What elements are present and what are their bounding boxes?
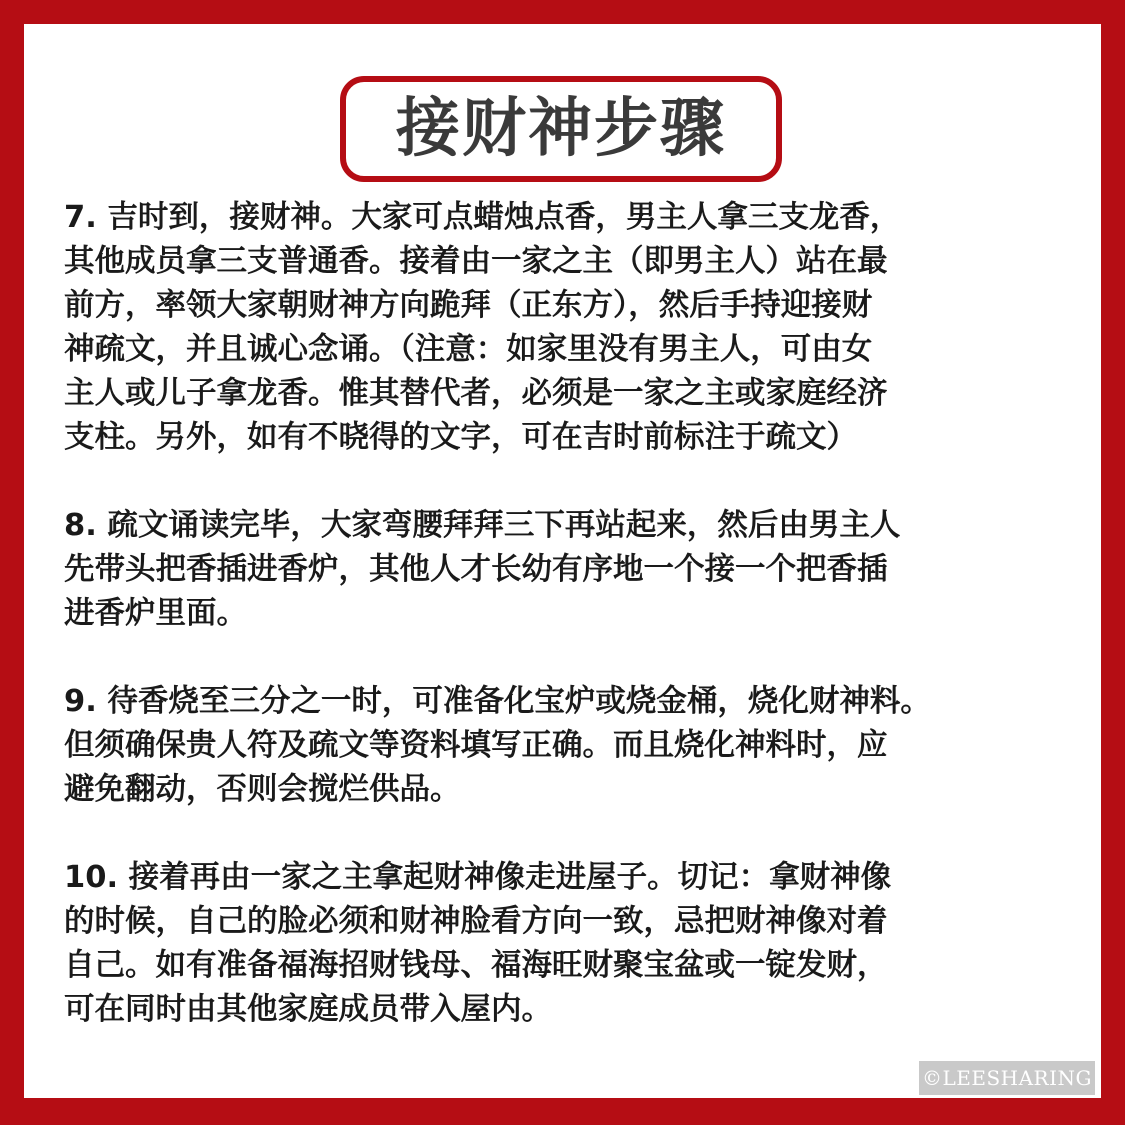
watermark-text: ©LEESHARING xyxy=(921,1066,1092,1090)
step-8-line: 进香炉里面。 xyxy=(64,596,247,631)
step-9-line: 避免翻动，否则会搅烂供品。 xyxy=(64,772,461,807)
steps-content xyxy=(64,196,1074,1076)
step-7-line: 其他成员拿三支普通香。接着由一家之主（即男主人）站在最 xyxy=(64,244,888,279)
page-title: 接财神步骤 xyxy=(396,92,726,166)
step-10-line: 的时候，自己的脸必须和财神脸看方向一致，忌把财神像对着 xyxy=(64,904,888,939)
step-9-line: 9. 待香烧至三分之一时，可准备化宝炉或烧金桶，烧化财神料。 xyxy=(64,684,931,719)
step-8-line: 8. 疏文诵读完毕，大家弯腰拜拜三下再站起来，然后由男主人 xyxy=(64,508,901,543)
step-7-line: 神疏文，并且诚心念诵。（注意：如家里没有男主人，可由女 xyxy=(64,332,873,367)
step-7-line: 支柱。另外，如有不晓得的文字，可在吉时前标注于疏文） xyxy=(64,420,857,455)
step-7-line: 前方，率领大家朝财神方向跪拜（正东方），然后手持迎接财 xyxy=(64,288,873,323)
step-9-line: 但须确保贵人符及疏文等资料填写正确。而且烧化神料时，应 xyxy=(64,728,888,763)
title-box xyxy=(340,76,782,182)
step-7-line: 7. 吉时到，接财神。大家可点蜡烛点香，男主人拿三支龙香， xyxy=(64,200,901,235)
step-10-line: 10. 接着再由一家之主拿起财神像走进屋子。切记：拿财神像 xyxy=(64,860,892,895)
step-8-line: 先带头把香插进香炉，其他人才长幼有序地一个接一个把香插 xyxy=(64,552,888,587)
step-10-paragraph xyxy=(64,856,1074,1032)
step-10-line: 可在同时由其他家庭成员带入屋内。 xyxy=(64,992,552,1027)
step-7-line: 主人或儿子拿龙香。惟其替代者，必须是一家之主或家庭经济 xyxy=(64,376,888,411)
step-9-paragraph xyxy=(64,680,1074,812)
step-7-paragraph xyxy=(64,196,1074,460)
step-8-paragraph xyxy=(64,504,1074,636)
content-card xyxy=(24,24,1101,1098)
step-10-line: 自己。如有准备福海招财钱母、福海旺财聚宝盆或一锭发财， xyxy=(64,948,888,983)
watermark xyxy=(919,1061,1095,1095)
